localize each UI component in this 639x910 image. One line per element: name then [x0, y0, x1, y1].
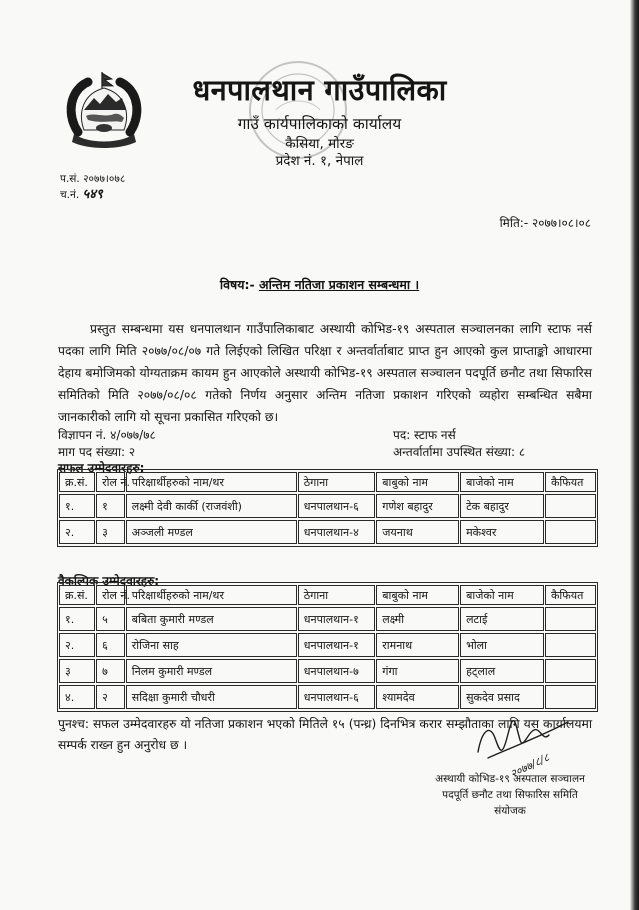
column-header: ठेगाना	[298, 585, 376, 605]
column-header: रोल नं.	[96, 472, 125, 492]
dispatch-number	[60, 187, 125, 203]
column-header: क्र.सं.	[59, 472, 95, 492]
address-cell: धनपालथान-४	[298, 520, 376, 544]
address-cell: धनपालथान-१	[298, 607, 376, 631]
subject-label: विषय:-	[219, 277, 255, 292]
table-row	[59, 520, 596, 544]
column-header: ठेगाना	[298, 472, 376, 492]
candidate-name-cell: लक्ष्मी देवी कार्की (राजवंशी)	[126, 494, 297, 518]
successful-candidates-heading: सफल उम्मेदवारहरु:	[58, 461, 145, 475]
column-header: क्र.सं.	[59, 585, 95, 605]
column-header: कैफियत	[545, 472, 596, 492]
office-location: कैसिया, मोरङ	[285, 136, 354, 152]
remarks-cell	[545, 607, 596, 631]
father-name-cell: गंगा	[376, 659, 459, 683]
candidate-name-cell: सदिक्षा कुमारी चौधरी	[126, 685, 297, 709]
column-header: बाजेको नाम	[460, 585, 544, 605]
alternate-candidates-heading: वैकल्पिक उम्मेदवारहरु:	[58, 574, 160, 588]
serial-number-cell: १.	[59, 607, 95, 631]
table-row	[59, 607, 596, 631]
serial-number-cell: ३	[59, 659, 95, 683]
father-name-cell: जयनाथ	[376, 520, 459, 544]
letter-date: मिति:- २०७७।०८।०८	[499, 216, 591, 230]
father-name-cell: लक्ष्मी	[376, 607, 459, 631]
roll-number-cell: ५	[96, 607, 125, 631]
table-row	[59, 685, 596, 709]
province-line: प्रदेश नं. १, नेपाल	[275, 153, 364, 169]
table-header-row	[59, 472, 596, 492]
address-cell: धनपालथान-७	[298, 659, 376, 683]
column-header: बाबुको नाम	[376, 472, 459, 492]
column-header: रोल नं.	[96, 585, 125, 605]
post-name: पद: स्टाफ नर्स	[393, 428, 456, 442]
signatory-block	[425, 771, 595, 819]
address-cell: धनपालथान-१	[298, 633, 376, 657]
table-row	[59, 659, 596, 683]
column-header: कैफियत	[545, 585, 596, 605]
signatory-role: संयोजक	[494, 805, 526, 817]
candidate-name-cell: रोजिना साह	[126, 633, 297, 657]
grandfather-name-cell: लटाई	[460, 607, 544, 631]
subject-line	[0, 276, 639, 293]
remarks-cell	[545, 520, 596, 544]
grandfather-name-cell: सुकदेव प्रसाद	[460, 685, 544, 709]
candidate-name-cell: अञ्जली मण्डल	[126, 520, 297, 544]
roll-number-cell: २	[96, 685, 125, 709]
serial-number-cell: २.	[59, 633, 95, 657]
father-name-cell: रामनाथ	[376, 633, 459, 657]
remarks-cell	[545, 659, 596, 683]
father-name-cell: श्यामदेव	[376, 685, 459, 709]
serial-number-cell: १.	[59, 494, 95, 518]
table-row	[59, 633, 596, 657]
remarks-cell	[545, 494, 596, 518]
signatory-committee-line-1: अस्थायी कोभिड-१९ अस्पताल सञ्चालन	[435, 773, 585, 785]
signature-date: २०७७/८/८	[508, 750, 552, 781]
municipality-title: धनपालथान गाउँपालिका	[192, 73, 447, 107]
column-header: परिक्षार्थीहरुको नाम/थर	[126, 472, 297, 492]
signatory-committee-line-2: पदपूर्ति छनौट तथा सिफारिस समिति	[442, 789, 578, 801]
address-cell: धनपालथान-६	[298, 685, 376, 709]
letter-number-label: प.सं.	[60, 173, 80, 185]
roll-number-cell: ३	[96, 520, 125, 544]
table-row	[59, 494, 596, 518]
column-header: परिक्षार्थीहरुको नाम/थर	[126, 585, 297, 605]
grandfather-name-cell: टेक बहादुर	[460, 494, 544, 518]
candidate-name-cell: निलम कुमारी मण्डल	[126, 659, 297, 683]
successful-candidates-table	[57, 469, 598, 547]
column-header: बाबुको नाम	[376, 585, 459, 605]
letter-number-value: २०७७।०७८	[83, 173, 126, 185]
subject-text: अन्तिम नतिजा प्रकाशन सम्बन्धमा ।	[259, 277, 420, 292]
postscript: पुनश्च: सफल उम्मेदवारहरु यो नतिजा प्रकाशन भएको मितिले १५ (पन्ध्र) दिनभित्र करार सम्झौताका लागि यस कार्यालयमा सम्पर्क राख्न हुन अनुरोध छ ।	[58, 717, 592, 752]
advertisement-number: विज्ञापन नं. ४/०७७/७८	[58, 428, 156, 442]
grandfather-name-cell: भोला	[460, 633, 544, 657]
interview-attendance-count: अन्तर्वार्तामा उपस्थित संख्या: ८	[393, 445, 526, 459]
remarks-cell	[545, 633, 596, 657]
body-paragraph: प्रस्तुत सम्बन्धमा यस धनपालथान गाउँपालिकाबाट अस्थायी कोभिड-१९ अस्पताल सञ्चालनका लागि स्टाफ नर्स पदका लागि मिति २०७७/०८/०७ गते लिईएको लिखित परिक्षा र अन्तर्वार्ताबाट प्राप्त हुन आएको कुल प्राप्ताङ्को आधारमा देहाय बमोजिमको योग्यताक्रम कायम हुन आएकोले अस्थायी कोभिड-१९ अस्पताल सञ्चालन पदपूर्ति छनौट तथा सिफारिस समितिको मिति २०७७/०८/०८ गतेको निर्णय अनुसार अन्तिम नतिजा प्रकाशन गरिएको व्यहोरा सम्बन्धित सबैमा जानकारीको लागि यो सूचना प्रकासित गरिएको छ।	[58, 322, 592, 424]
father-name-cell: गणेश बहादुर	[376, 494, 459, 518]
grandfather-name-cell: मकेश्वर	[460, 520, 544, 544]
dispatch-number-label: च.नं.	[60, 189, 80, 201]
roll-number-cell: १	[96, 494, 125, 518]
dispatch-number-value: ५४९	[82, 187, 103, 202]
remarks-cell	[545, 685, 596, 709]
vacancy-count: माग पद संख्या: २	[58, 445, 136, 459]
column-header: बाजेको नाम	[460, 472, 544, 492]
serial-number-cell: ४.	[59, 685, 95, 709]
table-header-row	[59, 585, 596, 605]
roll-number-cell: ६	[96, 633, 125, 657]
office-name: गाउँ कार्यपालिकाको कार्यालय	[237, 115, 402, 133]
alternate-candidates-table	[57, 582, 598, 712]
roll-number-cell: ७	[96, 659, 125, 683]
grandfather-name-cell: हट्लाल	[460, 659, 544, 683]
candidate-name-cell: बबिता कुमारी मण्डल	[126, 607, 297, 631]
address-cell: धनपालथान-६	[298, 494, 376, 518]
serial-number-cell: २.	[59, 520, 95, 544]
reference-block	[60, 171, 125, 203]
letter-number	[60, 171, 125, 187]
